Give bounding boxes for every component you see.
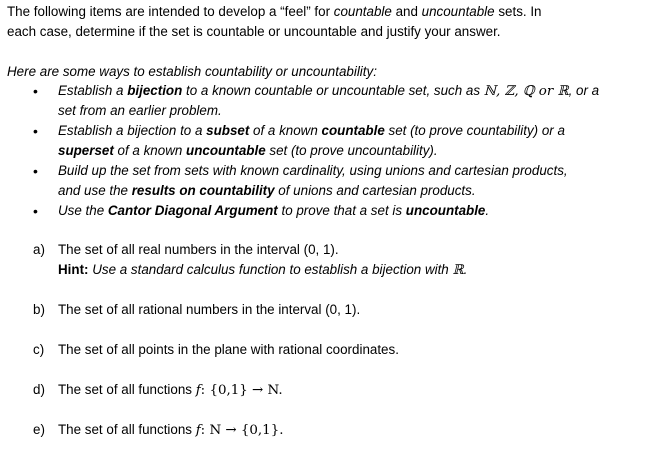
bullet-1-line-1 [58,81,599,102]
bold-cantor-diagonal: Cantor Diagonal Argument [107,203,278,218]
text: set (to prove countability) or a [384,123,565,138]
bullet-dot: • [33,123,38,139]
text: set (to prove uncountability). [265,143,438,158]
text: Establish a [58,83,128,98]
math-f: f [195,423,201,438]
intro-text: sets. In [494,4,542,19]
text: The set of all functions [58,382,196,397]
question-d-text [58,380,283,401]
bullet-dot: • [33,83,38,99]
intro-text: and [391,4,422,19]
bullet-4-line-1 [58,201,489,221]
intro-line-1 [7,2,542,22]
math-expression: : N → {0,1}. [200,423,284,438]
bullet-dot: • [33,203,38,219]
text: . [485,203,490,218]
bold-bijection: bijection [127,83,183,98]
text: of unions and cartesian products. [274,183,476,198]
intro-countable-italic: countable [333,4,392,19]
bullet-2-line-2 [58,141,438,161]
bullet-2-line-1 [58,121,565,141]
text: to prove that a set is [277,203,406,218]
question-b-text: The set of all rational numbers in the interval (0, 1). [58,302,361,317]
math-f: f [195,383,201,398]
question-b-label: b) [33,302,45,317]
question-a-label: a) [33,242,45,257]
bold-countable: countable [321,123,385,138]
hint-end: . [463,262,468,277]
question-a-hint [58,260,467,281]
math-expression: : {0,1} → N. [200,383,283,398]
intro-uncountable-italic: uncountable [421,4,495,19]
bold-uncountable: uncountable [405,203,486,218]
question-c-label: c) [33,342,45,357]
bold-superset: superset [58,143,114,158]
bold-results-on-countability: results on countability [131,183,275,198]
bold-uncountable: uncountable [186,143,266,158]
bullet-3-line-2 [58,181,476,201]
text: Establish a bijection to a [58,123,207,138]
text: Use the [58,203,108,218]
hint-set-reals: ℝ [452,263,464,278]
question-e-text [58,420,283,441]
text: , or a [568,83,600,98]
question-a-text: The set of all real numbers in the interval (0, 1). [58,242,339,257]
text: to a known countable or uncountable set, such as [182,83,484,98]
ways-heading: Here are some ways to establish countability or uncountability: [7,64,377,79]
question-e-label: e) [33,422,45,437]
text: of a known [249,123,322,138]
intro-line-2: each case, determine if the set is countable or uncountable and justify your answer. [7,24,501,39]
text: of a known [113,143,187,158]
bullet-3-line-1: Build up the set from sets with known cardinality, using unions and cartesian products, [58,163,568,178]
bullet-dot: • [33,163,38,179]
hint-text: Use a standard calculus function to establish a bijection with [88,262,453,277]
question-d-label: d) [33,382,45,397]
text: The set of all functions [58,422,196,437]
number-sets: ℕ, ℤ, ℚ or ℝ [483,84,569,99]
hint-label: Hint: [58,262,89,277]
text: and use the [58,183,132,198]
bullet-1-line-2: set from an earlier problem. [58,103,222,118]
question-c-text: The set of all points in the plane with rational coordinates. [58,342,399,357]
bold-subset: subset [206,123,250,138]
intro-text: The following items are intended to develop a “feel” for [7,4,334,19]
